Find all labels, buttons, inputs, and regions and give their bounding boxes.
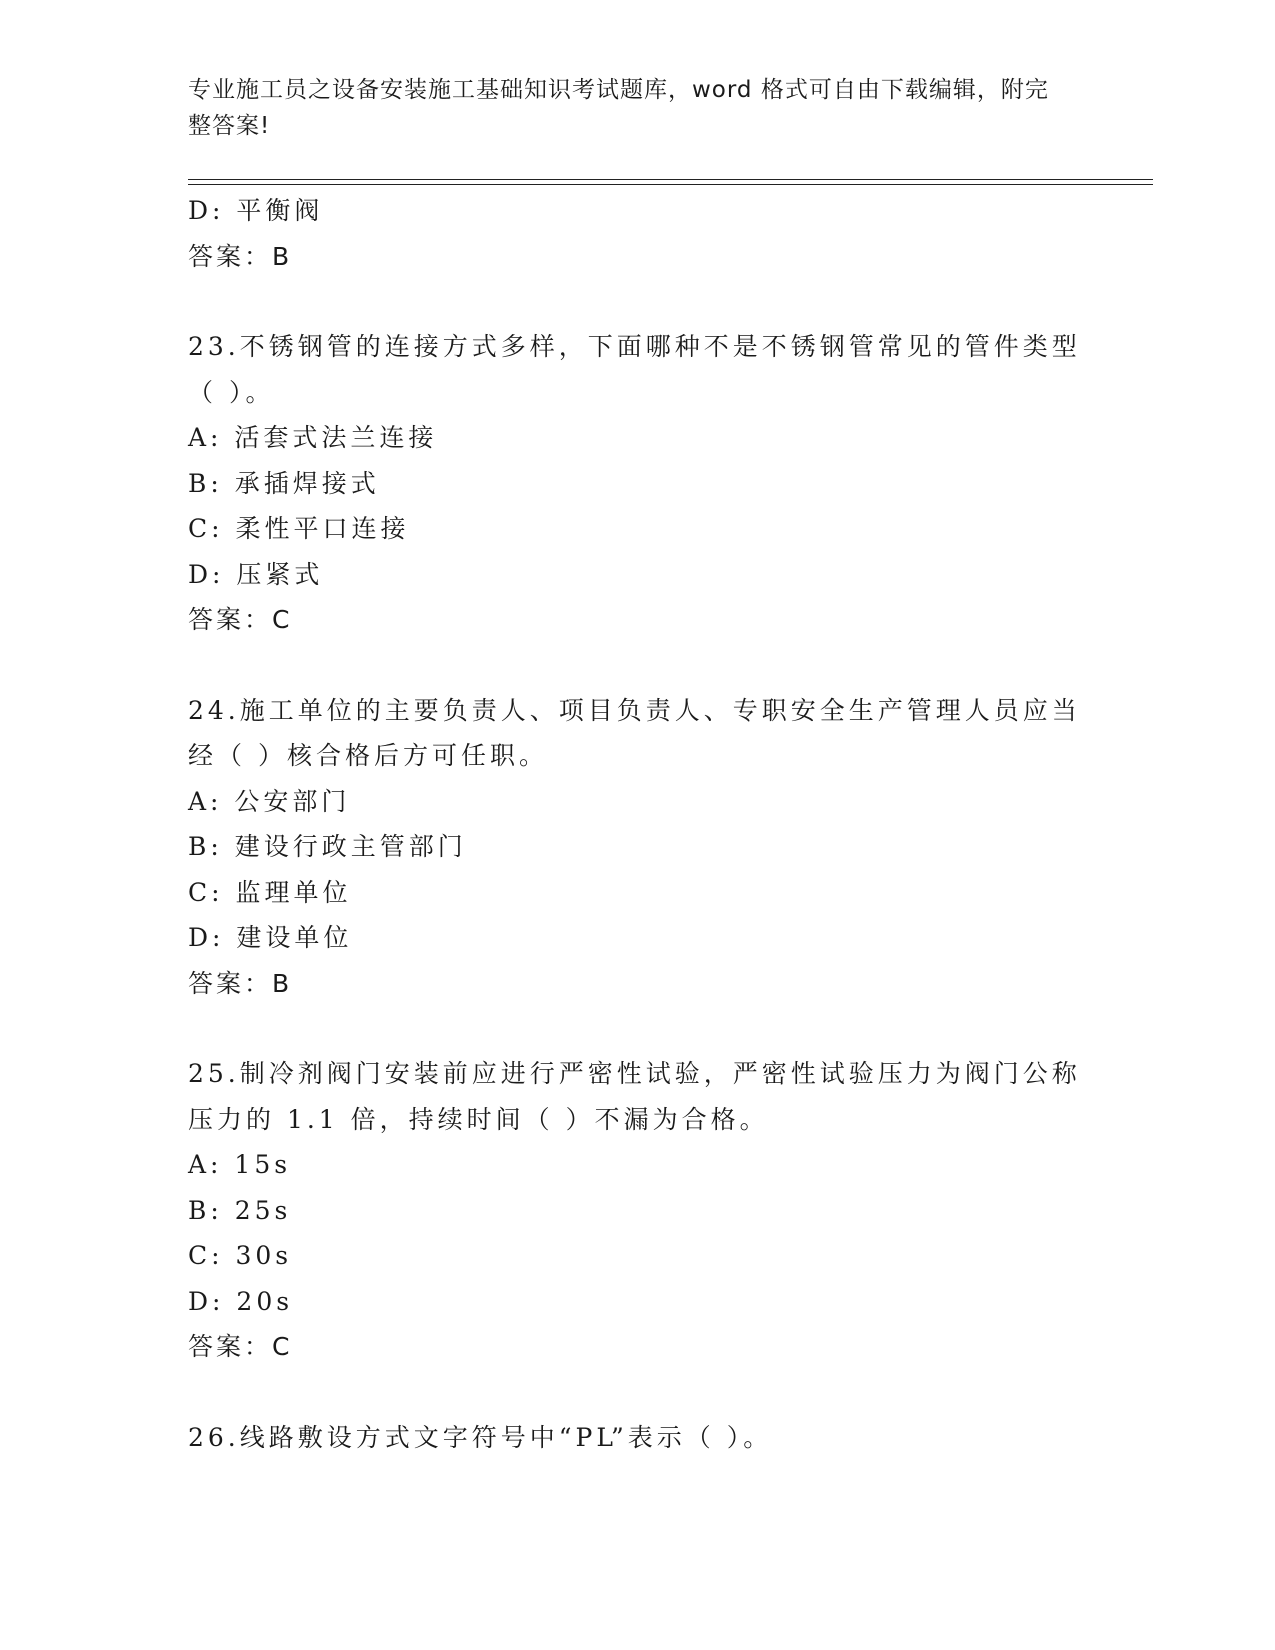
question-24: [188, 688, 1088, 1007]
option-a: A: 15s: [188, 1150, 292, 1179]
answer: 答案：B: [188, 968, 293, 998]
option-c: C: 监理单位: [188, 877, 352, 907]
option-d: D: 建设单位: [188, 923, 353, 952]
answer: 答案：C: [188, 605, 293, 634]
answer: 答案：B: [188, 241, 293, 271]
question-26: [188, 1415, 1088, 1461]
option-b: B: 承插焊接式: [188, 468, 380, 498]
question-23: [188, 324, 1088, 643]
header-divider-bottom: [188, 184, 1153, 185]
question-stem-continued: 压力的 1.1 倍，持续时间（ ）不漏为合格。: [188, 1104, 769, 1134]
option-b: B: 25s: [188, 1195, 292, 1225]
question-25: [188, 1051, 1088, 1370]
header-title-line-1: 专业施工员之设备安装施工基础知识考试题库，word 格式可自由下载编辑，附完: [188, 77, 1049, 103]
question-stem: 23.不锈钢管的连接方式多样，下面哪种不是不锈钢管常见的管件类型: [188, 332, 1081, 361]
answer: 答案：C: [188, 1332, 293, 1361]
question-stem: 24.施工单位的主要负责人、项目负责人、专职安全生产管理人员应当: [188, 695, 1081, 725]
option-c: C: 30s: [188, 1241, 293, 1270]
option-d: D: 平衡阀: [188, 196, 324, 225]
question-stem: 26.线路敷设方式文字符号中“PL”表示（ ）。: [188, 1422, 773, 1452]
question-22-tail: [188, 188, 1088, 279]
option-d: D: 20s: [188, 1286, 294, 1316]
question-list: [188, 188, 1088, 1460]
option-b: B: 建设行政主管部门: [188, 832, 467, 861]
option-a: A: 活套式法兰连接: [188, 423, 438, 452]
header-divider-top: [188, 179, 1153, 180]
header-title-line-2: 整答案!: [188, 113, 271, 139]
spacer: [188, 643, 1088, 688]
option-a: A: 公安部门: [188, 786, 351, 816]
spacer: [188, 1006, 1088, 1051]
question-stem-continued: 经（ ）核合格后方可任职。: [188, 741, 548, 770]
spacer: [188, 279, 1088, 324]
option-d: D: 压紧式: [188, 559, 324, 589]
spacer: [188, 1370, 1088, 1415]
question-stem-continued: （ ）。: [188, 377, 275, 407]
option-c: C: 柔性平口连接: [188, 514, 410, 543]
question-stem: 25.制冷剂阀门安装前应进行严密性试验，严密性试验压力为阀门公称: [188, 1059, 1081, 1088]
document-header: [188, 72, 1068, 144]
